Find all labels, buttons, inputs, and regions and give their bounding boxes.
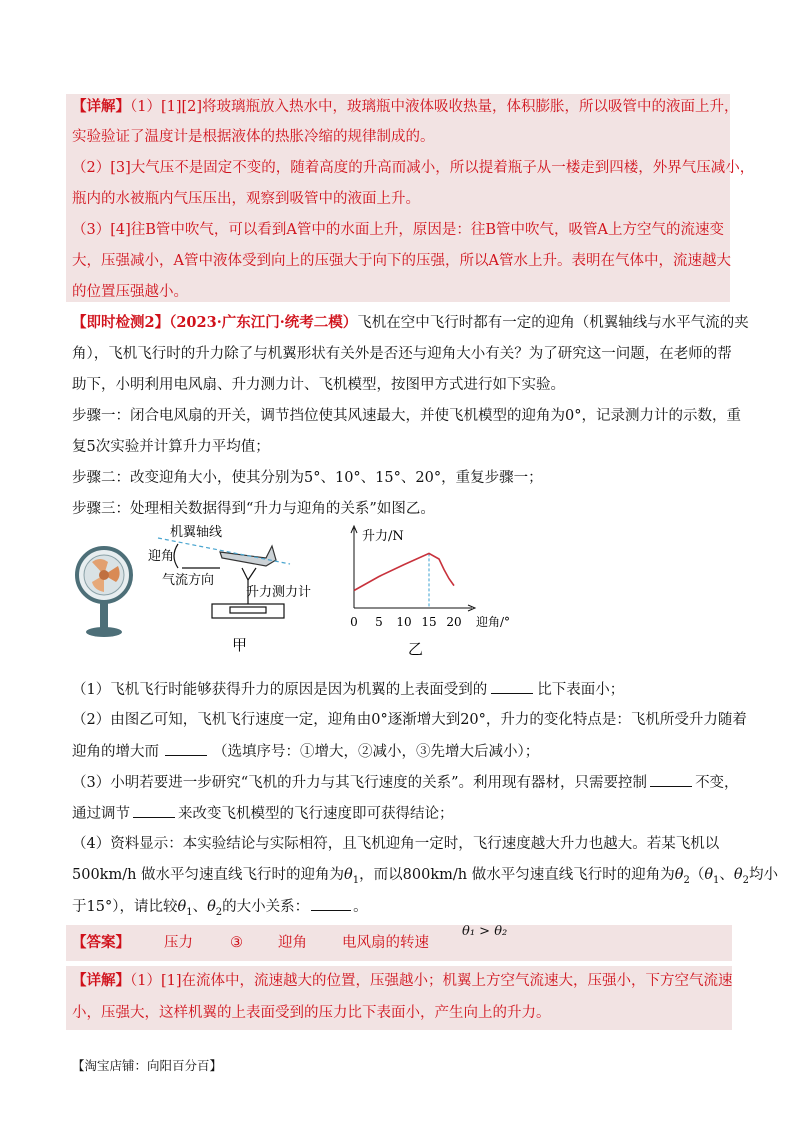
fan-icon <box>77 548 131 637</box>
step2-line: 步骤二：改变迎角大小，使其分别为5°、10°、15°、20°，重复步骤一； <box>72 470 543 486</box>
question-tag: 【即时检测2】 <box>72 314 170 331</box>
chart-x-tick-label: 20 <box>446 615 462 629</box>
detail2-tag: 【详解】 <box>72 972 130 989</box>
chart-x-tick-label: 10 <box>396 615 412 629</box>
fig-a-meter-label: 升力测力计 <box>246 585 312 600</box>
detail1-line-5: （3）[4]往B管中吹气，可以看到A管中的水面上升，原因是：往B管中吹气，吸管A上方空气的流速变 <box>72 222 725 238</box>
figure-a <box>70 520 340 660</box>
answer-math: θ₁ > θ₂ <box>462 924 508 939</box>
chart-xlabel: 迎角/° <box>476 615 511 629</box>
q4-blank[interactable] <box>311 896 351 911</box>
detail1-line-7: 的位置压强越小。 <box>72 284 188 300</box>
chart-ylabel: 升力/N <box>362 529 404 544</box>
answer-3: 迎角 <box>278 935 307 951</box>
fig-a-axis-label: 机翼轴线 <box>170 525 223 540</box>
detail2-line-1: 【详解】（1）[1]在流体中，流速越大的位置，压强越小；机翼上方空气流速大，压强小，下方空气流速 <box>72 972 733 989</box>
detail2-line-2: 小，压强大，这样机翼的上表面受到的压力比下表面小，产生向上的升力。 <box>72 1005 551 1021</box>
step3-line: 步骤三：处理相关数据得到“升力与迎角的关系”如图乙。 <box>72 501 435 517</box>
question-line-2: 角），飞机飞行时的升力除了与机翼形状有关外是否还与迎角大小有关？为了研究这一问题，在老师的帮 <box>72 346 732 362</box>
question-line-1: 【即时检测2】（2023·广东江门·统考二模）飞机在空中飞行时都有一定的迎角（机翼轴线与水平气流的夹 <box>72 314 749 331</box>
detail1-line-2: 实验验证了温度计是根据液体的热胀冷缩的规律制成的。 <box>72 129 435 145</box>
answer-line <box>72 933 429 953</box>
answer-tag: 【答案】 <box>72 934 130 951</box>
fig-b-caption: 乙 <box>408 640 424 658</box>
detail1-tag: 【详解】 <box>72 98 130 115</box>
fig-a-caption: 甲 <box>232 636 248 654</box>
q3-line-2: 通过调节 来改变飞机模型的飞行速度即可获得结论； <box>72 803 454 824</box>
answer-1: 压力 <box>164 935 193 951</box>
chart-x-tick-label: 15 <box>421 615 437 629</box>
figure-b-chart <box>340 520 530 660</box>
chart-marks <box>354 553 454 608</box>
q2-blank[interactable] <box>165 741 207 756</box>
q4-line-3: 于15°），请比较$\theta_1$、$\theta_2$的大小关系： 。 <box>72 896 368 923</box>
chart-x-tick-label: 0 <box>350 615 358 629</box>
step1-line-1: 步骤一：闭合电风扇的开关，调节挡位使其风速最大，并使飞机模型的迎角为0°，记录测力计的示数，重 <box>72 408 741 424</box>
footer-shop: 【淘宝店铺：向阳百分百】 <box>72 1058 223 1073</box>
detail1-line-1: 【详解】（1）[1][2]将玻璃瓶放入热水中，玻璃瓶中液体吸收热量，体积膨胀，所以吸管中的液面上升， <box>72 98 739 115</box>
q1-blank[interactable] <box>491 679 533 694</box>
q3-line-1: （3）小明若要进一步研究“飞机的升力与其飞行速度的关系”。利用现有器材，只需要控制 不变， <box>72 772 739 793</box>
fig-a-angle-label: 迎角 <box>148 549 175 564</box>
detail1-line-6: 大，压强减小，A管中液体受到向上的压强大于向下的压强，所以A管水上升。表明在气体中，流速越大 <box>72 253 731 269</box>
question-line-3: 助下，小明利用电风扇、升力测力计、飞机模型，按图甲方式进行如下实验。 <box>72 377 565 393</box>
chart-x-tick-label: 5 <box>375 615 383 629</box>
chart-series-line <box>354 553 454 590</box>
answer-2: ③ <box>230 935 243 951</box>
q2-line-2: 迎角的增大而 （选填序号：①增大，②减小，③先增大后减小）； <box>72 741 539 762</box>
detail1-line-3: （2）[3]大气压不是固定不变的，随着高度的升高而减小，所以提着瓶子从一楼走到四楼，外界气压减小， <box>72 160 755 176</box>
question-source: （2023·广东江门·统考二模） <box>169 314 358 331</box>
answer-4: 电风扇的转速 <box>342 935 429 951</box>
q3-blank-1[interactable] <box>650 772 692 787</box>
q2-line-1: （2）由图乙可知，飞机飞行速度一定，迎角由0°逐渐增大到20°，升力的变化特点是：飞机所受升力随着 <box>72 712 747 728</box>
q3-blank-2[interactable] <box>133 803 175 818</box>
q4-line-1: （4）资料显示：本实验结论与实际相符，且飞机迎角一定时，飞行速度越大升力也越大。若某飞机以 <box>72 836 720 852</box>
detail1-line-4: 瓶内的水被瓶内气压压出，观察到吸管中的液面上升。 <box>72 191 420 207</box>
fig-a-flow-label: 气流方向 <box>162 573 215 588</box>
step1-line-2: 复5次实验并计算升力平均值； <box>72 439 270 455</box>
q4-line-2: 500km/h 做水平匀速直线飞行时的迎角为$\theta_1$，而以800km/h 做水平匀速直线飞行时的迎角为$\theta_2(\theta_1$、$\theta_2$均小 <box>72 867 779 886</box>
q1-line: （1）飞机飞行时能够获得升力的原因是因为机翼的上表面受到的 比下表面小； <box>72 679 624 700</box>
